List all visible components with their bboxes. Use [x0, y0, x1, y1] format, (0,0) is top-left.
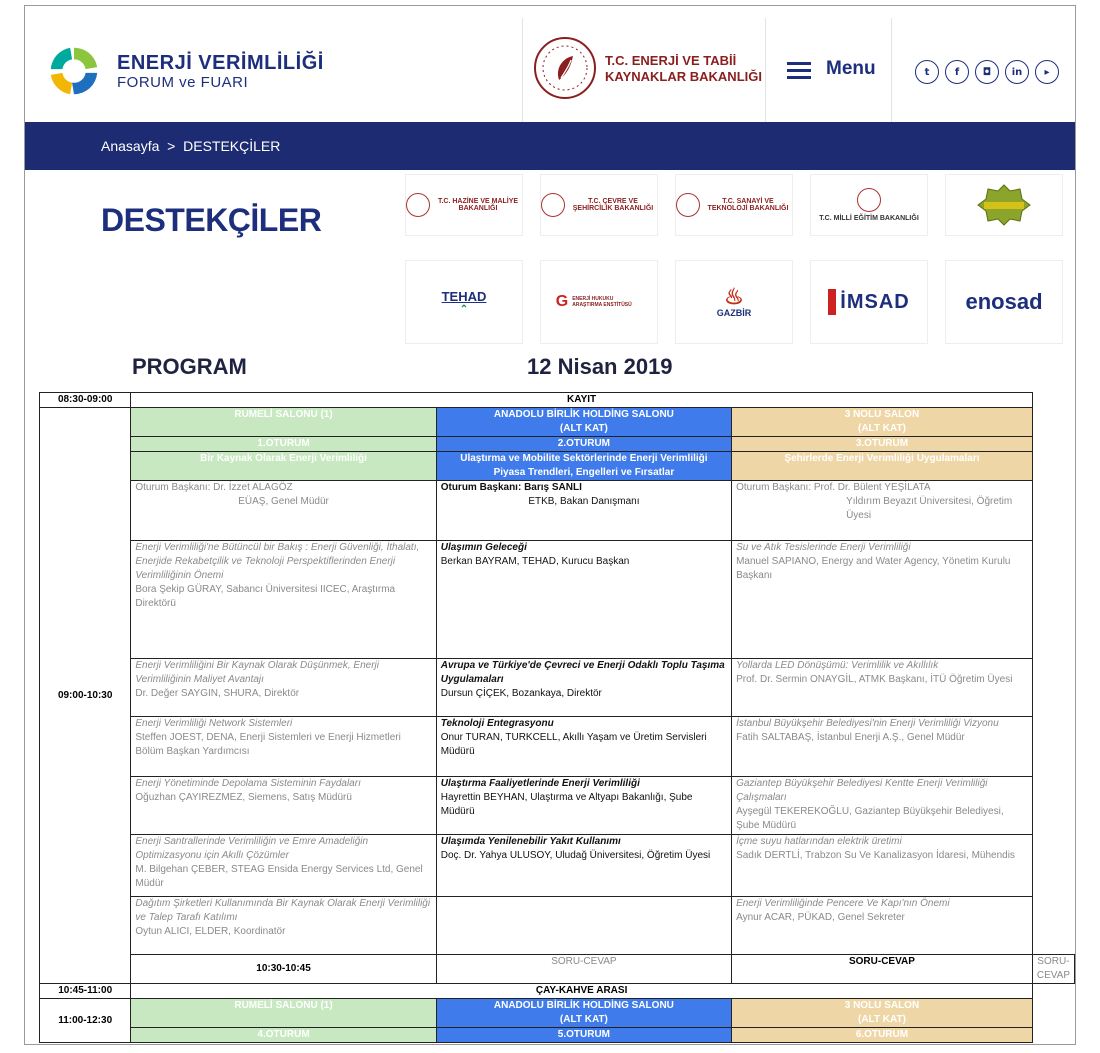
facebook-icon[interactable]: f	[945, 60, 969, 84]
header-divider	[765, 18, 766, 122]
hall-name: ANADOLU BİRLİK HOLDİNG SALONU	[493, 1000, 674, 1011]
header-divider	[522, 18, 523, 122]
talk-speaker: Manuel SAPIANO, Energy and Water Agency, Yönetim Kurulu Başkanı	[736, 556, 1011, 581]
hall-floor: (ALT KAT)	[857, 1014, 906, 1025]
talk-speaker: Prof. Dr. Sermin ONAYGİL, ATMK Başkanı, İTÜ Öğretim Üyesi	[736, 674, 1013, 685]
session-topic	[436, 452, 731, 481]
sponsor-logo[interactable]	[405, 174, 523, 236]
hall-name: 3 NOLU SALON	[844, 1000, 920, 1011]
session-number: 3.OTURUM	[732, 437, 1033, 452]
talk-cell	[732, 835, 1033, 897]
session-number: 5.OTURUM	[436, 1028, 731, 1043]
hall-name: RUMELİ SALONU (1)	[234, 409, 333, 420]
sponsor-name: İMSAD	[840, 290, 910, 313]
qa-cell: SORU-CEVAP	[436, 955, 731, 984]
table-row	[40, 777, 1075, 835]
sponsor-name: GAZBİR	[716, 308, 752, 318]
talk-cell	[131, 777, 436, 835]
table-row	[40, 659, 1075, 717]
talk-cell	[131, 659, 436, 717]
sponsor-name: enosad	[965, 289, 1043, 314]
hall-name-cell	[732, 999, 1033, 1028]
sponsor-logo[interactable]	[810, 260, 928, 344]
chair-detail: ETKB, Bakan Danışmanı	[528, 496, 640, 507]
table-row	[40, 481, 1075, 541]
hall-floor: (ALT KAT)	[559, 1014, 608, 1025]
talk-title: İstanbul Büyükşehir Belediyesi'nin Enerji Verimliliği Vizyonu	[736, 718, 999, 729]
talk-title: Yollarda LED Dönüşümü: Verimlilik ve Akıllılık	[736, 660, 939, 671]
hall-floor: (ALT KAT)	[559, 423, 608, 434]
talk-cell	[436, 897, 731, 955]
session-topic	[131, 452, 436, 481]
talk-cell	[131, 717, 436, 777]
table-row	[40, 955, 1075, 984]
talk-cell	[732, 541, 1033, 659]
talk-speaker: Hayrettin BEYHAN, Ulaştırma ve Altyapı Bakanlığı, Şube Müdürü	[440, 792, 693, 817]
table-row	[40, 717, 1075, 777]
table-row	[40, 1028, 1075, 1043]
hall-name: ANADOLU BİRLİK HOLDİNG SALONU	[493, 409, 674, 420]
talk-speaker: Oytun ALICI, ELDER, Koordinatör	[135, 926, 286, 937]
program-schedule-table	[39, 392, 1075, 1043]
site-header	[25, 6, 1075, 122]
talk-speaker: M. Bilgehan ÇEBER, STEAG Ensida Energy Services Ltd, Genel Müdür	[135, 864, 423, 889]
sponsor-name: ENERJİ HUKUKU ARAŞTIRMA ENSTİTÜSÜ	[572, 296, 632, 308]
talk-title: Dağıtım Şirketleri Kullanımında Bir Kaynak Olarak Enerji Verimliliği ve Talep Tarafı Katılımı	[135, 898, 431, 923]
session-topic-text: Şehirlerde Enerji Verimliliği Uygulamaları	[784, 453, 980, 464]
talk-speaker: Sadık DERTLİ, Trabzon Su Ve Kanalizasyon İdaresi, Mühendis	[736, 850, 1015, 861]
talk-cell	[732, 897, 1033, 955]
talk-speaker: Oğuzhan ÇAYIREZMEZ, Siemens, Satış Müdürü	[135, 792, 352, 803]
talk-title: Teknoloji Entegrasyonu	[440, 718, 554, 729]
talk-title: Enerji Verimliliğinde Pencere Ve Kapı'nın Önemi	[736, 898, 950, 909]
sponsor-name: T.C. HAZİNE VE MALİYE BAKANLIĞI	[437, 198, 519, 212]
talk-title: Enerji Santrallerinde Verimliliğin ve Emre Amadeliğin Optimizasyonu için Akıllı Çözümler	[135, 836, 369, 861]
talk-title: Enerji Yönetiminde Depolama Sisteminin Faydaları	[135, 778, 361, 789]
talk-cell	[436, 777, 731, 835]
talk-title: Ulaşımda Yenilenebilir Yakıt Kullanımı	[440, 836, 621, 847]
talk-cell	[436, 717, 731, 777]
talk-cell	[732, 717, 1033, 777]
session-number: 1.OTURUM	[131, 437, 436, 452]
talk-title: Ulaştırma Faaliyetlerinde Enerji Verimliliği	[440, 778, 640, 789]
breadcrumb-current: DESTEKÇİLER	[183, 138, 281, 154]
table-row	[40, 393, 1075, 408]
table-row	[40, 897, 1075, 955]
talk-speaker: Steffen JOEST, DENA, Enerji Sistemleri ve Enerji Hizmetleri Bölüm Başkan Yardımcısı	[135, 732, 401, 757]
talk-speaker: Ayşegül TEKEREKOĞLU, Gaziantep Büyükşehir Belediyesi, Şube Müdürü	[736, 806, 1004, 831]
talk-title: Enerji Verimliliği Network Sistemleri	[135, 718, 293, 729]
hall-name: 3 NOLU SALON	[844, 409, 920, 420]
time-cell: 09:00-10:30	[40, 408, 131, 984]
sponsor-logo[interactable]	[810, 174, 928, 236]
break-cell: ÇAY-KAHVE ARASI	[131, 984, 1032, 999]
talk-speaker: Doç. Dr. Yahya ULUSOY, Uludağ Üniversitesi, Öğretim Üyesi	[440, 850, 711, 861]
talk-title: Su ve Atık Tesislerinde Enerji Verimliliği	[736, 542, 911, 553]
breadcrumb	[25, 122, 1075, 170]
table-row	[40, 835, 1075, 897]
menu-button[interactable]: Menu	[826, 58, 876, 79]
program-date: 12 Nisan 2019	[527, 354, 673, 379]
talk-cell	[436, 659, 731, 717]
chair-cell	[436, 481, 731, 541]
session-number: 4.OTURUM	[131, 1028, 436, 1043]
time-cell: 10:45-11:00	[40, 984, 131, 999]
breadcrumb-home-link[interactable]: Anasayfa	[101, 138, 160, 154]
talk-speaker: Dr. Değer SAYGIN, SHURA, Direktör	[135, 688, 300, 699]
talk-cell	[436, 541, 731, 659]
time-cell: 11:00-12:30	[40, 999, 131, 1043]
sponsor-logo[interactable]: ♨ GAZBİR	[675, 260, 793, 344]
hall-name-cell	[436, 408, 731, 437]
talk-cell	[732, 777, 1033, 835]
chair-detail: Yıldırım Beyazıt Üniversitesi, Öğretim Üyesi	[846, 496, 1013, 521]
program-title: PROGRAM	[132, 354, 247, 379]
talk-cell	[131, 835, 436, 897]
breadcrumb-separator: >	[167, 138, 176, 154]
session-number: 2.OTURUM	[436, 437, 731, 452]
session-topic	[732, 452, 1033, 481]
chair-label: Oturum Başkanı: Barış SANLI	[440, 482, 582, 493]
hall-name-cell	[131, 999, 436, 1028]
sponsor-name: T.C. SANAYİ VE TEKNOLOJİ BAKANLIĞI	[707, 198, 789, 212]
talk-cell	[436, 835, 731, 897]
ministry-name-line1: T.C. ENERJİ VE TABİİ	[605, 53, 737, 68]
sponsor-name: T.C. ÇEVRE VE ŞEHİRCİLİK BAKANLIĞI	[572, 198, 654, 212]
table-row	[40, 452, 1075, 481]
sponsor-logo[interactable]	[945, 174, 1063, 236]
sponsor-name: TEHAD	[441, 289, 487, 304]
chair-detail: EÜAŞ, Genel Müdür	[238, 496, 329, 507]
hall-name: RUMELİ SALONU (1)	[234, 1000, 333, 1011]
ministry-seal-icon[interactable]	[533, 36, 597, 100]
qa-cell: SORU-CEVAP	[1032, 955, 1074, 984]
table-row	[40, 984, 1075, 999]
page-title: DESTEKÇİLER	[101, 202, 322, 238]
session-topic-text: Ulaştırma ve Mobilite Sektörlerinde Enerji Verimliliği	[460, 453, 708, 464]
talk-cell	[732, 659, 1033, 717]
table-row	[40, 437, 1075, 452]
energy-efficiency-badge-icon	[976, 183, 1032, 227]
chair-label: Oturum Başkanı: Dr. İzzet ALAGÖZ	[135, 482, 293, 493]
session-topic-text: Piyasa Trendleri, Engelleri ve Fırsatlar	[493, 467, 675, 478]
sponsor-name: T.C. MİLLİ EĞİTİM BAKANLIĞI	[819, 215, 919, 222]
table-row	[40, 408, 1075, 437]
youtube-icon[interactable]: ▸	[1035, 60, 1059, 84]
table-row	[40, 999, 1075, 1028]
sponsor-logo[interactable]	[675, 174, 793, 236]
hall-name-cell	[436, 999, 731, 1028]
talk-speaker: Berkan BAYRAM, TEHAD, Kurucu Başkan	[440, 556, 630, 567]
talk-title: Enerji Verimliliğini Bir Kaynak Olarak Düşünmek, Enerji Verimliliğinin Maliyet Avantajı	[135, 660, 379, 685]
talk-title: İçme suyu hatlarından elektrik üretimi	[736, 836, 902, 847]
hall-name-cell	[131, 408, 436, 437]
talk-speaker: Dursun ÇİÇEK, Bozankaya, Direktör	[440, 688, 602, 699]
talk-title: Avrupa ve Türkiye'de Çevreci ve Enerji Odaklı Toplu Taşıma Uygulamaları	[440, 660, 725, 685]
session-topic-text: Bir Kaynak Olarak Enerji Verimliliği	[200, 453, 367, 464]
table-row	[40, 541, 1075, 659]
talk-cell	[131, 897, 436, 955]
chair-label: Oturum Başkanı: Prof. Dr. Bülent YEŞİLATA	[736, 482, 931, 493]
header-divider	[891, 18, 892, 122]
hall-name-cell	[732, 408, 1033, 437]
talk-speaker: Aynur ACAR, PÜKAD, Genel Sekreter	[736, 912, 905, 923]
page-frame	[24, 5, 1076, 1045]
chair-cell	[131, 481, 436, 541]
sponsor-logo[interactable]	[540, 174, 658, 236]
talk-title: Enerji Verimliliği'ne Bütüncül bir Bakış : Enerji Güvenliği, İthalatı, Enerjide Rekabetçilik ve Teknoloji Perspektiflerinden Enerji Verimliliğinin Önemi	[135, 542, 420, 581]
hall-floor: (ALT KAT)	[857, 423, 906, 434]
talk-cell	[131, 541, 436, 659]
logo-title: ENERJİ VERİMLİLİĞİ	[117, 52, 324, 74]
forum-logo-icon[interactable]	[45, 42, 103, 100]
instagram-icon[interactable]: ◘	[975, 60, 999, 84]
qa-cell: SORU-CEVAP	[732, 955, 1033, 984]
time-cell: 10:30-10:45	[131, 955, 436, 984]
ministry-name-line2: KAYNAKLAR BAKANLIĞI	[605, 69, 762, 84]
registration-cell: KAYIT	[131, 393, 1032, 408]
hamburger-menu-icon[interactable]	[787, 62, 811, 78]
twitter-icon[interactable]: t	[915, 60, 939, 84]
talk-speaker: Fatih SALTABAŞ, İstanbul Enerji A.Ş., Genel Müdür	[736, 732, 965, 743]
talk-title: Ulaşımın Geleceği	[440, 542, 527, 553]
talk-title: Gaziantep Büyükşehir Belediyesi Kentte Enerji Verimliliği Çalışmaları	[736, 778, 988, 803]
talk-speaker: Onur TURAN, TURKCELL, Akıllı Yaşam ve Üretim Servisleri Müdürü	[440, 732, 707, 757]
time-cell: 08:30-09:00	[40, 393, 131, 408]
chair-cell	[732, 481, 1033, 541]
sponsor-logo[interactable]: TEHAD ⌃	[405, 260, 523, 344]
sponsor-logo[interactable]	[945, 260, 1063, 344]
talk-speaker: Bora Şekip GÜRAY, Sabancı Üniversitesi IICEC, Araştırma Direktörü	[135, 584, 396, 609]
session-number: 6.OTURUM	[732, 1028, 1033, 1043]
logo-subtitle: FORUM ve FUARI	[117, 74, 249, 91]
sponsor-logo[interactable]: G ENERJİ HUKUKU ARAŞTIRMA ENSTİTÜSÜ	[540, 260, 658, 344]
linkedin-icon[interactable]: in	[1005, 60, 1029, 84]
